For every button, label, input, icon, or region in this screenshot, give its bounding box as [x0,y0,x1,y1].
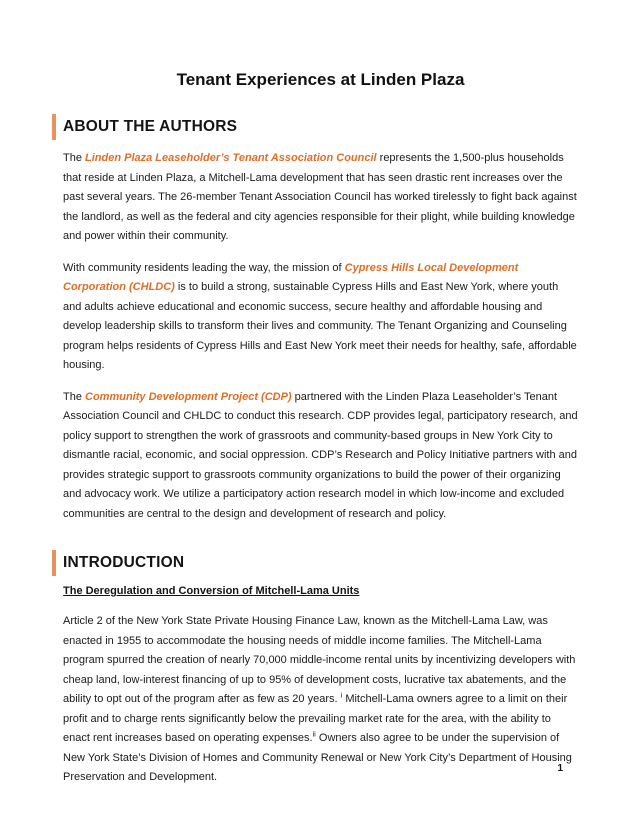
text-run: Mitchell-Lama owners agree to a limit on their profit and to charge rents significantly below the prevailing market rate for the area, with the ability to enact rent increases based on operating expenses. [63,693,568,744]
document-body [63,114,578,788]
subsection-heading: The Deregulation and Conversion of Mitchell-Lama Units [63,585,360,597]
text-run: Article 2 of the New York State Private Housing Finance Law, known as the Mitchell-Lama Law, was enacted in 1955 to accommodate the housing needs of middle income families. The Mitchell-Lama program spurred the creation of nearly 70,000 middle-income rental units by incentivizing developers with cheap land, low-interest financing of up to 95% of development costs, lucrative tax abatements, and the ability to opt out of the program after as few as 20 years. [63,615,576,705]
paragraph [63,388,578,525]
document-section [63,550,578,788]
text-run: The [63,152,86,164]
text-run: The [63,390,86,403]
page-number: 1 [557,763,563,774]
text-run: With community residents leading the way, the mission of [63,261,345,274]
section-heading: INTRODUCTION [52,550,578,576]
paragraph [63,612,578,788]
text-run: is to build a strong, sustainable Cypress Hills and East New York, where youth and adults achieve educational and economic success, secure healthy and affordable housing and develop leadership skills to transform their lives and community. The Tenant Organizing and Counseling program helps residents of Cypress Hills and East New York meet their needs for healthy, safe, affordable housing. [63,281,577,371]
organization-name: Community Development Project (CDP) [85,390,292,403]
organization-name: Cypress Hills Local Development Corporation (CHLDC) [63,261,519,293]
text-run: represents the 1,500-plus households that reside at Linden Plaza, a Mitchell-Lama development that has seen drastic rent increases over the past several years. The 26-member Tenant Association Council has worked tirelessly to fight back against the landlord, as well as the federal and city agencies responsible for their plight, while building knowledge and power within their community. [63,152,577,242]
document-title: Tenant Experiences at Linden Plaza [176,70,465,89]
document-section [63,114,578,524]
text-run: partnered with the Linden Plaza Leaseholder’s Tenant Association Council and CHLDC to conduct this research. CDP provides legal, participatory research, and policy support to strengthen the work of grassroots and community-based groups in New York City to dismantle racial, economic, and social oppression. CDP’s Research and Policy Initiative partners with and provides strategic support to grassroots community organizations to build the power of their organizing and advocacy work. We utilize a participatory action research model in which low-income and excluded communities are central to the design and development of research and policy. [63,390,578,520]
text-run: Owners also agree to be under the supervision of New York State’s Division of Homes and Community Renewal or New York City’s Department of Housing Preservation and Development. [63,732,572,783]
footnote-reference: i [340,690,343,700]
section-heading: ABOUT THE AUTHORS [52,114,578,140]
paragraph [63,149,578,247]
organization-name: Linden Plaza Leaseholder’s Tenant Association Council [85,152,377,164]
paragraph [63,259,578,376]
footnote-reference: ii [312,729,316,739]
